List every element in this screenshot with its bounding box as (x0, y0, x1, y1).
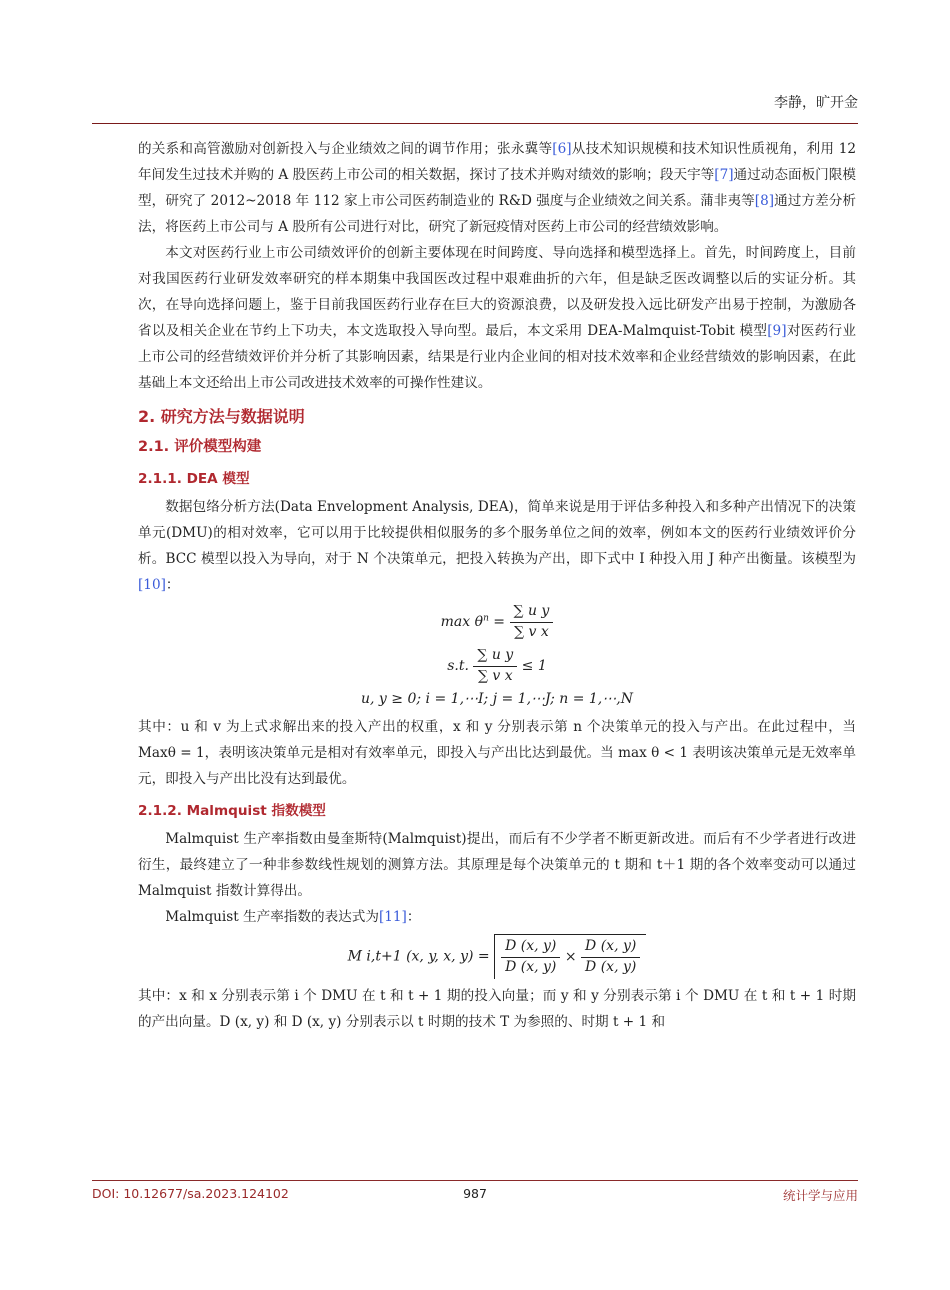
text: 通过方差分析法，将医药上市公司与 A 股所有公司进行对比，研究了新冠疫情对医药上市公司的经营绩效影响。 (138, 193, 857, 235)
eq-fraction (581, 937, 640, 977)
citation-link-8[interactable]: [8] (754, 193, 775, 209)
header-rule (92, 123, 858, 124)
journal-name: 统计学与应用 (782, 1188, 858, 1203)
paragraph-5: Malmquist 生产率指数由曼奎斯特(Malmquist)提出，而后有不少学者不断更新改进。而后有不少学者进行改进衍生，最终建立了一种非参数线性规划的测算方法。其原理是每个决策单元的 t 期和 t＋1 期的各个效率变动可以通过 Malmquist 指数计算得出。 (138, 830, 856, 899)
footer-rule (92, 1180, 858, 1181)
equation-conditions: u, y ≥ 0; i = 1,⋯I; j = 1,⋯J; n = 1,⋯,N (361, 691, 633, 708)
section-heading-2: 2. 研究方法与数据说明 (138, 407, 305, 426)
text: 从技术知识规模和技术知识性质视角，利用 12 年间发生过技术并购的 A 股医药上市公司的相关数据，探讨了技术并购对绩效的影响；段天宇等 (138, 141, 856, 183)
citation-link-6[interactable]: [6] (552, 141, 572, 157)
section-heading-2-1-1: 2.1.1. DEA 模型 (138, 471, 250, 487)
text: 数据包络分析方法(Data Envelopment Analysis, DEA)，简单来说是用于评估多种投入和多种产出情况下的决策单元(DMU)的相对效率，它可以用于比较提供相似服务的多个服务单位之间的效率，例如本文的医药行业绩效评价分析。BCC 模型以投入为导向，对于 N 个决策单元，把投入转换为产出，即下式中 I 种投入用 J 种产出衡量。该模型为 (138, 499, 856, 567)
citation-link-9[interactable]: [9] (767, 323, 787, 339)
eq-denominator: D (x, y) (585, 958, 637, 975)
text: 的关系和高管激励对创新投入与企业绩效之间的调节作用；张永冀等 (138, 141, 553, 157)
equation-objective (138, 602, 856, 642)
text: 本文对医药行业上市公司绩效评价的创新主要体现在时间跨度、导向选择和模型选择上。首先，时间跨度上，目前对我国医药行业研发效率研究的样本期集中我国医改过程中艰难曲折的六年，但是缺乏医改调整以后的实证分析。其次，在导向选择问题上，鉴于目前我国医药行业存在巨大的资源浪费，以及研发投入远比研发产出易于控制，为激励各省以及相关企业在节约上下功夫，本文选取投入导向型。最后，本文采用 DEA-Malmquist-Tobit 模型 (138, 245, 856, 339)
eq-rhs: ≤ 1 (517, 658, 547, 675)
eq-fraction (473, 646, 517, 686)
paragraph-4: 其中：u 和 v 为上式求解出来的投入产出的权重，x 和 y 分别表示第 n 个决策单元的投入与产出。在此过程中，当 Maxθ = 1，表明该决策单元是相对有效率单元，即投入与产出比达到最优。当 max θ < 1 表明该决策单元是无效率单元，即投入与产出比没有达到最优。 (138, 718, 856, 787)
running-header-authors: 李静，旷开金 (774, 95, 858, 111)
eq-numerator: D (x, y) (501, 937, 560, 958)
text: ： (165, 577, 180, 593)
paragraph-3 (138, 494, 856, 598)
eq-fraction (510, 602, 554, 642)
eq-denominator: ∑ v x (514, 623, 549, 640)
paragraph-2 (138, 240, 856, 396)
doi-link[interactable]: DOI: 10.12677/sa.2023.124102 (92, 1186, 289, 1201)
eq-lhs: s.t. (447, 658, 469, 675)
eq-denominator: D (x, y) (505, 958, 557, 975)
eq-fraction (501, 937, 560, 977)
eq-sqrt (494, 934, 646, 979)
eq-times: × (560, 949, 582, 966)
eq-numerator: ∑ u y (510, 602, 554, 623)
citation-link-10[interactable]: [10] (138, 577, 166, 593)
eq-lhs: max θ (440, 614, 484, 631)
eq-sign: = (488, 614, 510, 631)
citation-link-11[interactable]: [11] (378, 908, 407, 925)
page-content (138, 136, 856, 1035)
eq-lhs: M i,t+1 (x, y, x, y) = (347, 948, 495, 965)
equation-constraint (138, 646, 856, 686)
section-heading-2-1-2: 2.1.2. Malmquist 指数模型 (138, 802, 326, 819)
text: 对医药行业上市公司的经营绩效评价并分析了其影响因素，结果是行业内企业间的相对技术效率和企业经营绩效的影响因素，在此基础上本文还给出上市公司改进技术效率的可操作性建议。 (138, 323, 856, 391)
page-number: 987 (463, 1186, 487, 1201)
text: Malmquist 生产率指数的表达式为 (165, 908, 379, 925)
text: 通过动态面板门限模型，研究了 2012~2018 年 112 家上市公司医药制造业的 R&D 强度与企业绩效之间关系。蒲非夷等 (138, 167, 856, 209)
text: ： (406, 908, 421, 925)
paragraph-7: 其中：x 和 x 分别表示第 i 个 DMU 在 t 和 t + 1 期的投入向量；而 y 和 y 分别表示第 i 个 DMU 在 t 和 t + 1 时期的产出向量。D (x, y) 和 D (x, y) 分别表示以 t 时期的技术 T 为参照的、时期 t + 1 和 (138, 988, 856, 1031)
eq-numerator: D (x, y) (581, 937, 640, 958)
section-heading-2-1: 2.1. 评价模型构建 (138, 439, 262, 455)
paragraph-6 (138, 904, 856, 930)
citation-link-7[interactable]: [7] (714, 167, 734, 183)
equation-malmquist (138, 934, 856, 979)
eq-denominator: ∑ v x (477, 667, 513, 684)
paragraph-1 (138, 136, 856, 240)
eq-sup: n (483, 613, 489, 624)
eq-numerator: ∑ u y (473, 646, 517, 667)
